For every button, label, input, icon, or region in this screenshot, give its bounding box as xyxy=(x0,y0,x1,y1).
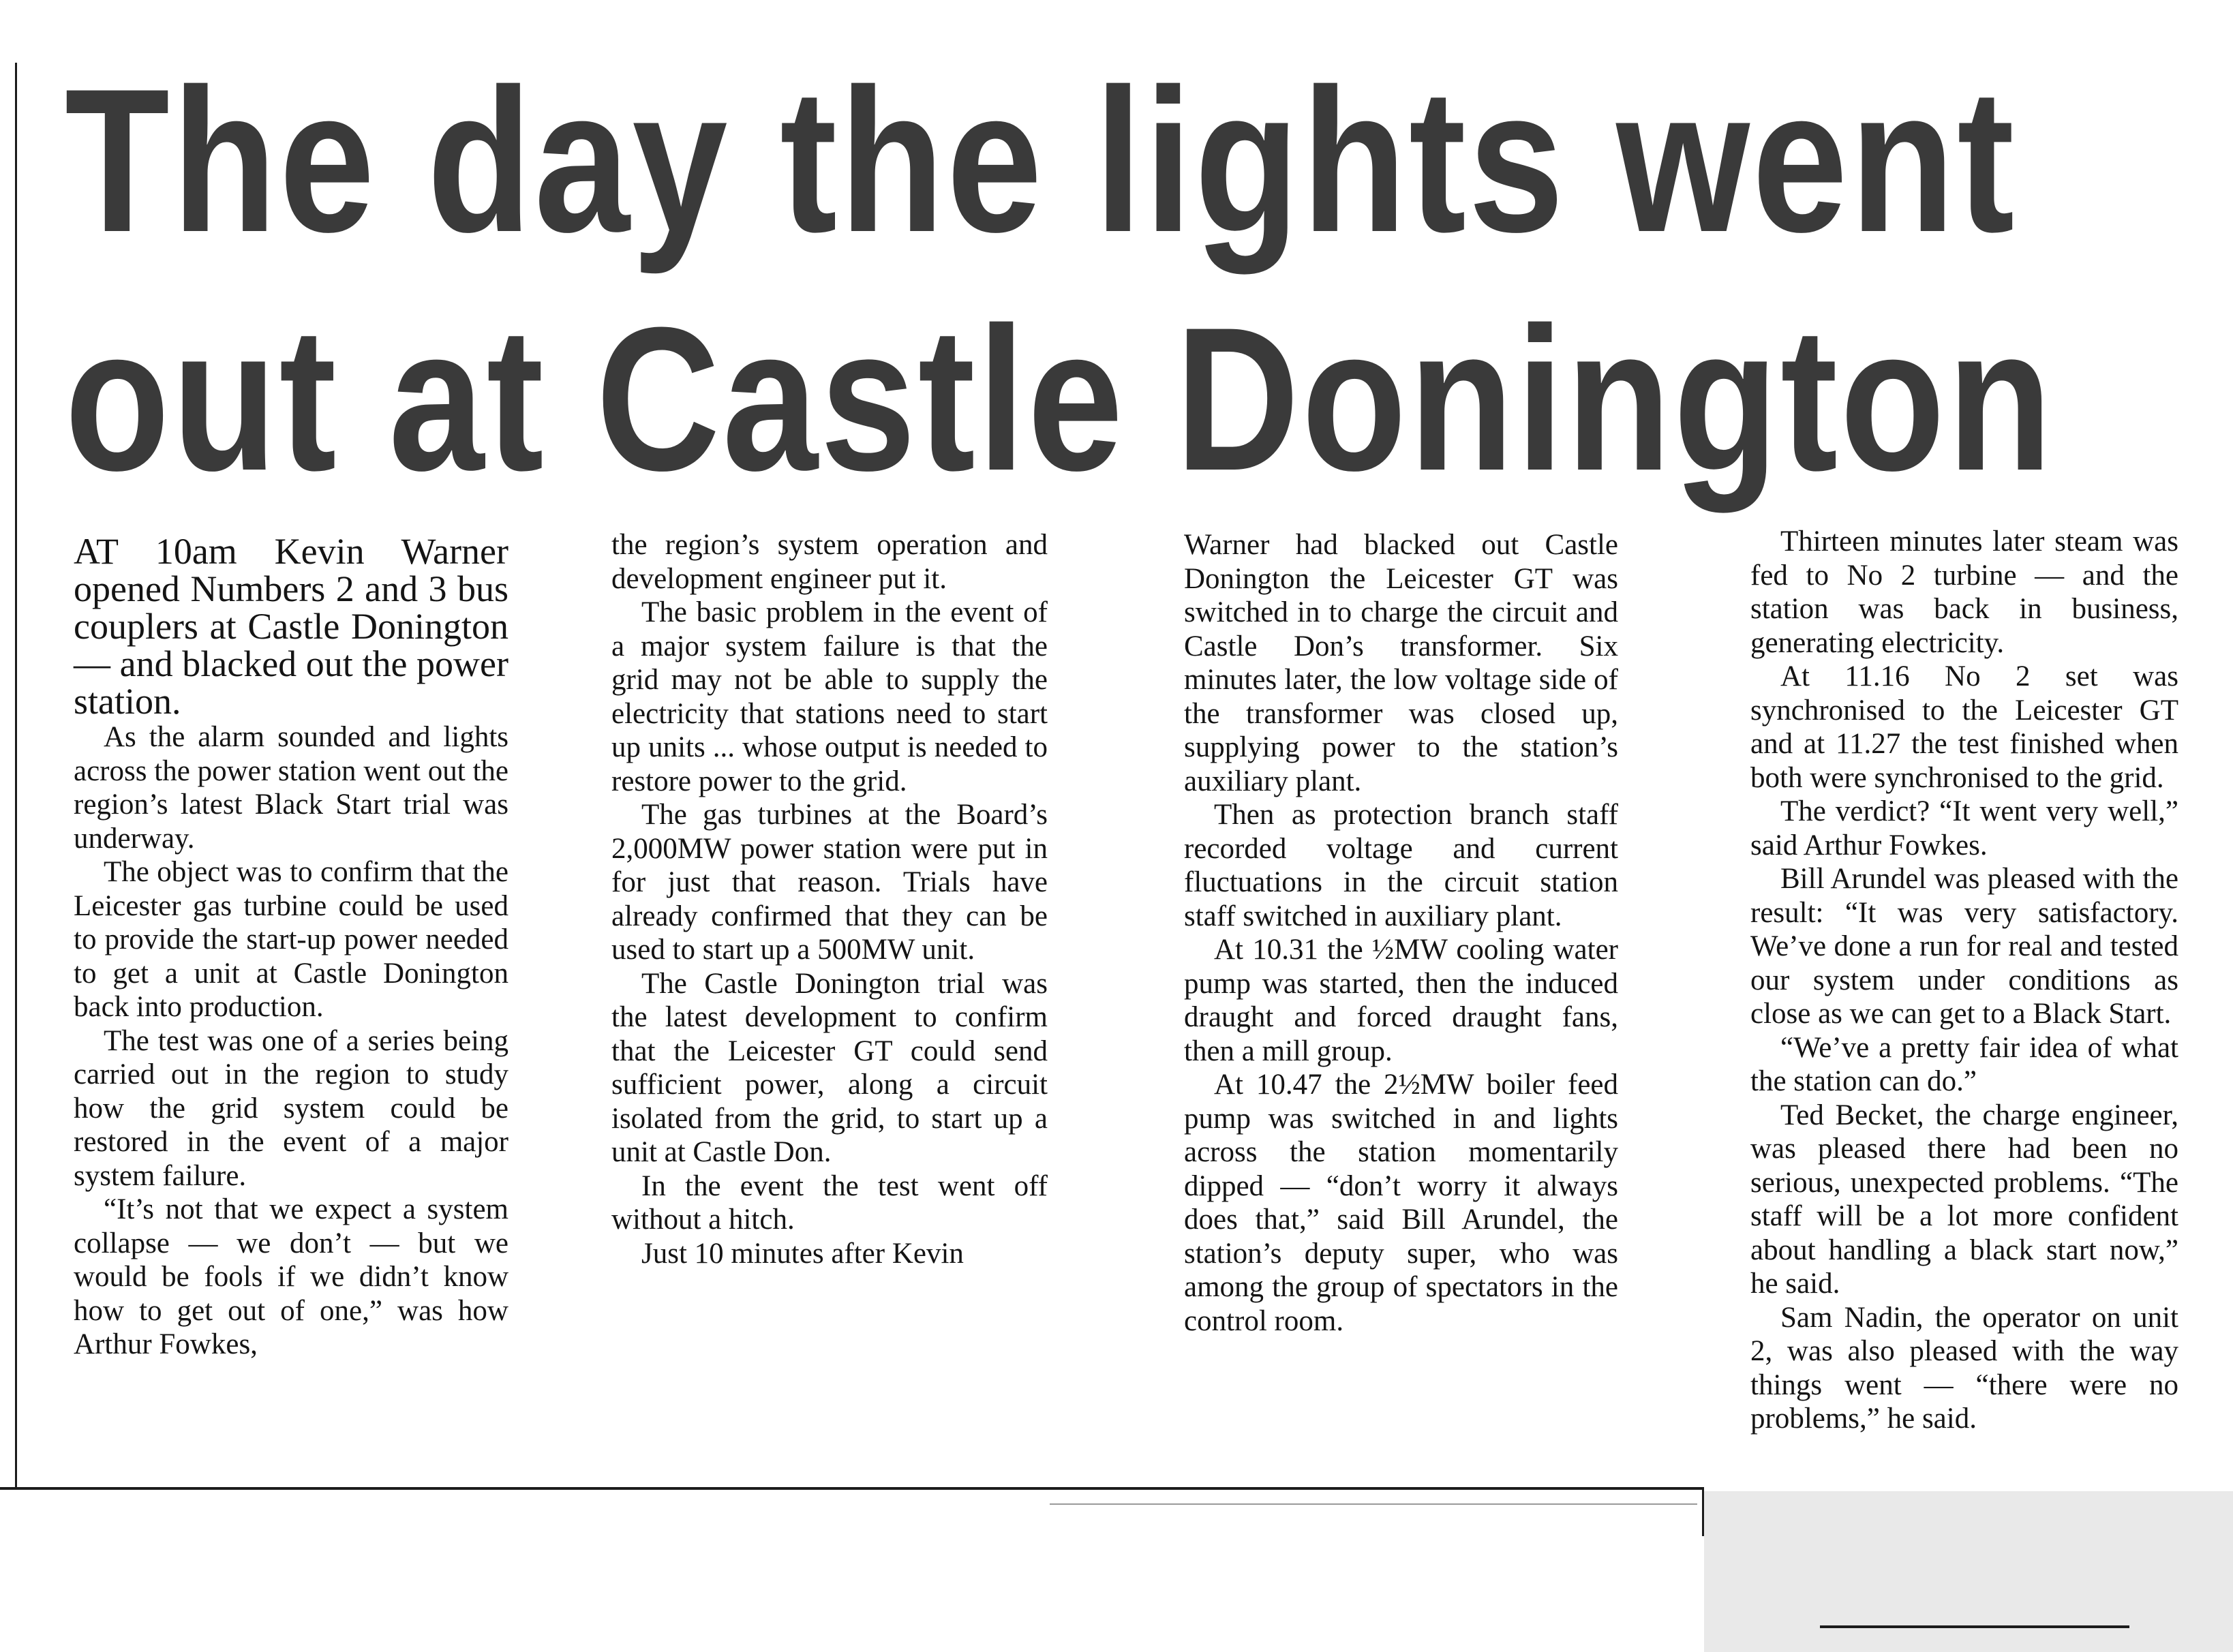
paragraph: Ted Becket, the charge engineer, was pleased there had been no serious, unexpected problems. “The staff will be a lot more confident about handling a black start now,” he said. xyxy=(1750,1099,2178,1300)
paragraph: The Castle Donington trial was the latest development to confirm that the Leicester GT could send sufficient power, along a circuit isolated from the grid, to start up a unit at Castle Don. xyxy=(611,967,1048,1168)
paragraph: As the alarm sounded and lights across the power station went out the region’s latest Black Start trial was underway. xyxy=(74,721,508,855)
paragraph: Thirteen minutes later steam was fed to No 2 turbine — and the station was back in business, generating electricity. xyxy=(1750,525,2178,659)
paragraph: Just 10 minutes after Kevin xyxy=(641,1237,964,1270)
paragraph: At 11.16 No 2 set was synchronised to the Leicester GT and at 11.27 the test finished when both were synchronised to the grid. xyxy=(1750,660,2178,794)
paragraph: At 10.47 the 2½MW boiler feed pump was switched in and lights across the station momentarily dipped — “don’t worry it always does that,” said Bill Arundel, the station’s deputy super, who was among the group of spectators in the control room. xyxy=(1184,1069,1618,1337)
paragraph: In the event the test went off without a hitch. xyxy=(611,1169,1048,1236)
paragraph: Then as protection branch staff recorded voltage and current fluctuations in the circuit station staff switched in auxiliary plant. xyxy=(1184,799,1618,932)
paragraph: “We’ve a pretty fair idea of what the station can do.” xyxy=(1750,1031,2178,1097)
paragraph: The test was one of a series being carried out in the region to study how the grid system could be restored in the event of a major system failure. xyxy=(74,1024,508,1192)
paragraph: Sam Nadin, the operator on unit 2, was also pleased with the way things went — “there were no problems,” he said. xyxy=(1750,1301,2178,1435)
headline xyxy=(65,41,2054,518)
paragraph: The verdict? “It went very well,” said Arthur Fowkes. xyxy=(1750,795,2178,861)
paragraph: At 10.31 the ½MW cooling water pump was started, then the induced draught and forced draught fans, then a mill group. xyxy=(1184,934,1618,1067)
article-column-4 xyxy=(1750,525,2178,1436)
article-column-2 xyxy=(611,528,1048,1270)
headline-line-1: The day the lights went xyxy=(65,46,2017,275)
article-column-1 xyxy=(74,533,508,1362)
left-column-rule xyxy=(15,63,17,1490)
paragraph: The object was to confirm that the Leicester gas turbine could be used to provide the start-up power needed to get a unit at Castle Donington back into production. xyxy=(74,856,508,1023)
paragraph-continued: Warner had blacked out Castle Donington the Leicester GT was switched in to charge the circuit and Castle Don’s transformer. Six minutes later, the low voltage side of the transformer was closed up, supplying power to the station’s auxiliary plant. xyxy=(1184,529,1618,797)
paragraph: “It’s not that we expect a system collapse — we don’t — but we would be fools if we didn’t know how to get out of one,” was how Arthur Fowkes, xyxy=(74,1193,508,1360)
paragraph: Bill Arundel was pleased with the result: “It was very satisfactory. We’ve done a run for real and tested our system under conditions as close as we can get to a Black Start. xyxy=(1750,863,2178,1030)
article-column-3 xyxy=(1184,528,1618,1338)
paragraph-continued: the region’s system operation and development engineer put it. xyxy=(611,529,1048,595)
bottom-rule xyxy=(0,1487,1704,1490)
lead-paragraph: AT 10am Kevin Warner opened Numbers 2 and 3 bus couplers at Castle Donington — and blacked out the power station. xyxy=(74,531,508,722)
paragraph: The gas turbines at the Board’s 2,000MW power station were put in for just that reason. Trials have already confirmed that they can be used to start up a 500MW unit. xyxy=(611,799,1048,966)
article-end-rule xyxy=(1820,1625,2129,1628)
headline-line-2: out at Castle Donington xyxy=(65,284,2055,513)
bottom-rule-faint xyxy=(1050,1503,1697,1505)
paragraph: The basic problem in the event of a major system failure is that the grid may not be able to supply the electricity that stations need to start up units ... whose output is needed to restore power to the grid. xyxy=(611,596,1048,797)
